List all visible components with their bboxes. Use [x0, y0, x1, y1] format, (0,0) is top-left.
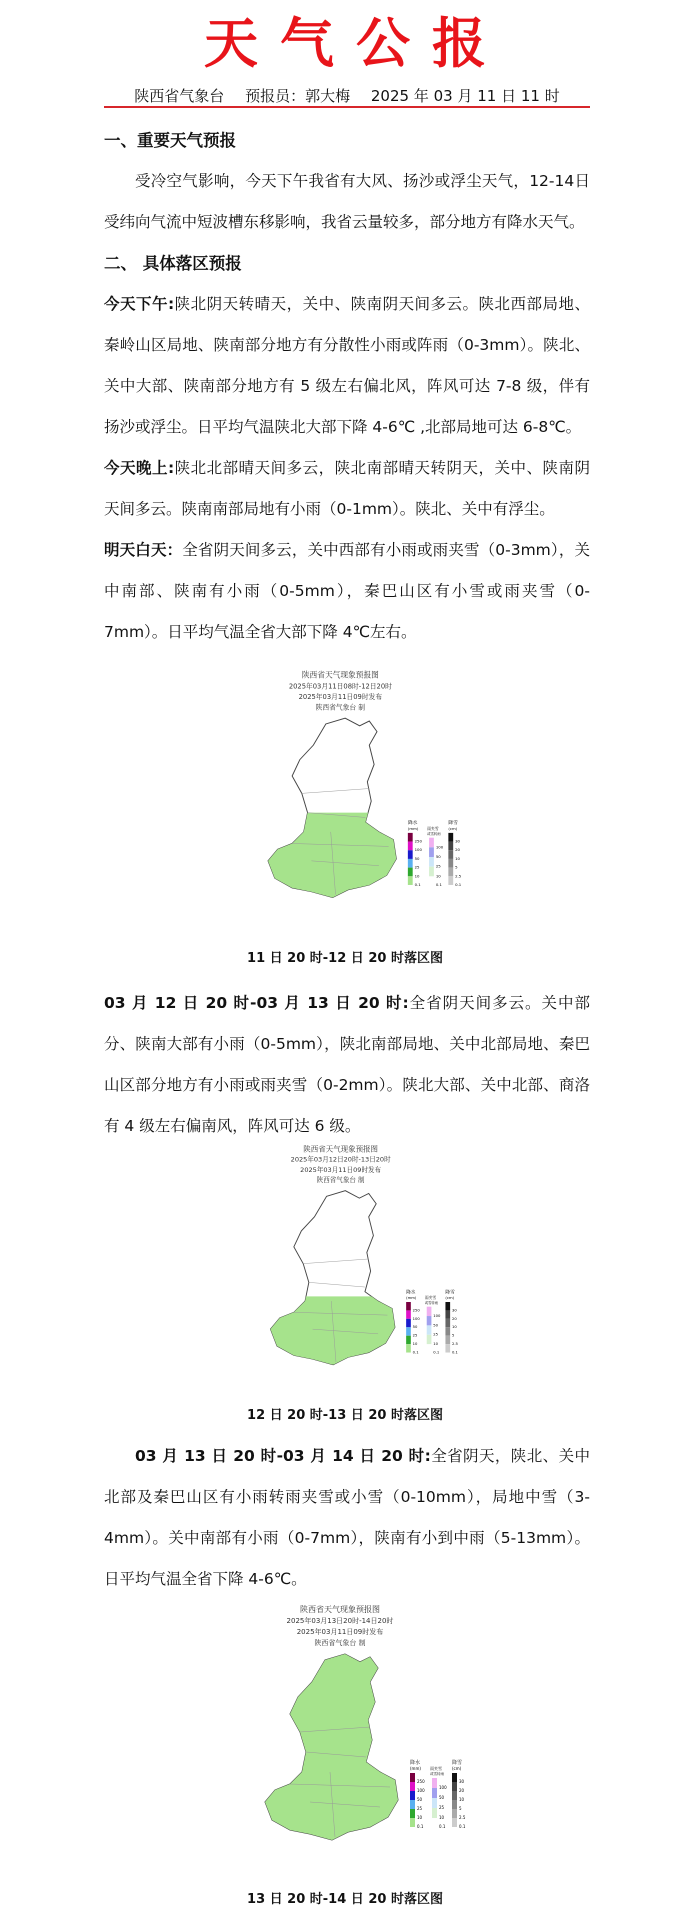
- legend-tick: 10: [417, 1815, 423, 1820]
- map-figure: [220, 668, 480, 938]
- legend-tick: 50: [412, 1325, 418, 1330]
- map-maker: 陕西省气象台 制: [316, 1176, 365, 1185]
- legend-swatch: [432, 1788, 437, 1798]
- legend-tick: 25: [414, 864, 420, 870]
- map-caption-1: 11 日 20 时-12 日 20 时落区图: [247, 951, 443, 966]
- legend-swatch: [445, 1344, 450, 1352]
- legend-tick: 10: [455, 855, 461, 861]
- legend-swatch: [445, 1310, 450, 1318]
- legend-swatch: [448, 850, 453, 859]
- legend-swatch: [408, 850, 413, 859]
- legend-swatch: [448, 868, 453, 877]
- legend-tick: 10: [435, 873, 441, 879]
- legend-swatch: [448, 833, 453, 842]
- forecast-map-2: [220, 1142, 480, 1404]
- legend-tick: 10: [459, 1797, 465, 1802]
- legend-tick: 0.1: [451, 1350, 458, 1355]
- map-period: 2025年03月13日20时-14日20时: [286, 1617, 394, 1625]
- legend-snow-scale: [445, 1302, 450, 1353]
- issue-time: 2025 年 03 月 11 日 11 时: [370, 87, 560, 105]
- legend-swatch: [448, 842, 453, 851]
- legend-tick: 50: [439, 1795, 445, 1800]
- legend-swatch: [410, 1800, 415, 1809]
- forecast-paragraph-3: [104, 1436, 590, 1600]
- map-title: 陕西省天气现象预报图: [301, 670, 379, 680]
- legend-tick: 25: [439, 1805, 445, 1810]
- legend-swatch: [406, 1302, 411, 1310]
- period-label: 03 月 13 日 20 时-03 月 14 日 20 时:: [135, 1447, 431, 1465]
- legend-swatch: [452, 1809, 457, 1818]
- map-legend: [406, 1289, 458, 1355]
- legend-swatch: [410, 1782, 415, 1791]
- legend-tick: 30: [455, 838, 461, 844]
- legend-tick: 20: [451, 1316, 457, 1321]
- period-label: 今天晚上:: [104, 459, 175, 477]
- legend-swatch: [432, 1778, 437, 1788]
- legend-tick: 50: [414, 855, 420, 861]
- period-text: 陕北北部晴天间多云，陕北南部晴天转阴天，关中、陕南阴天间多云。陕南南部局地有小雨（0-1mm）。陕北、关中有浮尘。: [104, 459, 590, 518]
- legend-tick: 250: [414, 838, 422, 844]
- legend-tick: 2.5: [459, 1815, 466, 1820]
- legend-snow-title: 降雪: [448, 821, 458, 827]
- legend-rain-title: 降水: [407, 821, 418, 827]
- legend-sleet-title: 雨夹雪: [430, 1766, 442, 1771]
- legend-tick: 0.1: [417, 1824, 424, 1829]
- legend-tick: 20: [459, 1788, 465, 1793]
- legend-tick: 2.5: [455, 873, 462, 879]
- forecast-map-1: [220, 668, 480, 938]
- legend-tick: 100: [414, 847, 422, 853]
- legend-tick: 2.5: [451, 1342, 458, 1347]
- legend-tick: 30: [451, 1308, 457, 1313]
- legend-rain-title: 降水: [406, 1290, 416, 1296]
- legend-swatch: [432, 1808, 437, 1818]
- legend-swatch: [410, 1809, 415, 1818]
- legend-swatch: [408, 876, 413, 885]
- forecast-tonight: [104, 448, 590, 530]
- legend-swatch: [427, 1325, 432, 1334]
- map-title: 陕西省天气现象预报图: [300, 1605, 380, 1614]
- legend-tick: 25: [412, 1333, 418, 1338]
- legend-snow-unit: (cm): [445, 1296, 455, 1301]
- legend-swatch: [452, 1782, 457, 1791]
- legend-snow-unit: (cm): [448, 826, 458, 831]
- legend-tick: 10: [451, 1325, 457, 1330]
- legend-snow-title: 降雪: [445, 1290, 455, 1296]
- period-label: 明天白天：: [104, 541, 183, 559]
- legend-swatch: [408, 833, 413, 842]
- legend-tick: 100: [439, 1785, 447, 1790]
- legend-snow-scale: [452, 1773, 457, 1827]
- legend-swatch: [445, 1336, 450, 1344]
- map-caption-2: 12 日 20 时-13 日 20 时落区图: [247, 1408, 443, 1423]
- agency: 陕西省气象台: [134, 87, 225, 105]
- map-issued: 2025年03月11日09时发布: [300, 1165, 382, 1174]
- legend-swatch: [452, 1773, 457, 1782]
- legend-swatch: [448, 859, 453, 868]
- legend-tick: 0.1: [435, 881, 442, 887]
- map-figure: [220, 1142, 480, 1404]
- section2-heading: 二、 具体落区预报: [104, 254, 242, 273]
- legend-tick: 30: [459, 1779, 465, 1784]
- legend-tick: 50: [435, 853, 441, 859]
- forecast-map-3: [220, 1596, 480, 1888]
- legend-tick: 5: [459, 1806, 462, 1811]
- legend-swatch: [452, 1791, 457, 1800]
- map-issued: 2025年03月11日09时发布: [298, 692, 383, 701]
- map-legend: [410, 1759, 466, 1829]
- legend-sleet-scale: [427, 1307, 432, 1344]
- legend-swatch: [429, 838, 434, 848]
- legend-sleet-subtitle: 或雪转雨: [424, 1300, 438, 1305]
- legend-swatch: [429, 857, 434, 867]
- period-text: 全省阴天间多云。关中部分、陕南大部有小雨（0-5mm），陕北南部局地、关中北部局地、秦巴山区部分地方有小雨或雨夹雪（0-2mm）。陕北大部、关中北部、商洛有 4 级左右偏南风，阵风可达 6 级。: [104, 994, 590, 1135]
- map-period: 2025年03月11日08时-12日20时: [288, 682, 392, 691]
- map-caption-3: 13 日 20 时-14 日 20 时落区图: [247, 1892, 443, 1907]
- legend-sleet-title: 雨夹雪: [424, 1296, 437, 1301]
- legend-swatch: [410, 1791, 415, 1800]
- legend-swatch: [448, 876, 453, 885]
- legend-tick: 100: [417, 1788, 425, 1793]
- map-maker: 陕西省气象台 制: [315, 703, 366, 712]
- map-legend: [408, 819, 462, 887]
- legend-swatch: [429, 867, 434, 877]
- legend-swatch: [410, 1773, 415, 1782]
- period-text: 全省阴天，陕北、关中北部及秦巴山区有小雨转雨夹雪或小雪（0-10mm），局地中雪（3-4mm）。关中南部有小雨（0-7mm），陕南有小到中雨（5-13mm）。日平均气温全省下降 4-6℃。: [104, 1447, 590, 1588]
- legend-tick: 0.1: [412, 1350, 419, 1355]
- legend-swatch: [452, 1818, 457, 1827]
- map-figure: [220, 1596, 480, 1888]
- legend-swatch: [406, 1319, 411, 1327]
- legend-rain-title: 降水: [410, 1760, 421, 1766]
- forecast-this-afternoon: [104, 284, 590, 448]
- legend-rain-scale: [406, 1302, 411, 1353]
- legend-swatch: [406, 1336, 411, 1344]
- main-content: [104, 120, 590, 653]
- map-issued: 2025年03月11日09时发布: [296, 1628, 384, 1636]
- period-label: 03 月 12 日 20 时-03 月 13 日 20 时:: [104, 994, 409, 1012]
- legend-tick: 10: [433, 1342, 439, 1347]
- forecast-paragraph-2: [104, 983, 590, 1147]
- legend-swatch: [452, 1800, 457, 1809]
- legend-sleet-title: 雨夹雪: [427, 826, 439, 831]
- legend-tick: 0.1: [414, 881, 421, 887]
- period-label: 今天下午:: [104, 295, 175, 313]
- legend-rain-scale: [408, 833, 413, 885]
- legend-tick: 250: [417, 1779, 425, 1784]
- legend-swatch: [427, 1307, 432, 1316]
- header-divider: [104, 106, 590, 108]
- legend-snow-scale: [448, 833, 453, 885]
- period-text: 陕北阴天转晴天，关中、陕南阴天间多云。陕北西部局地、秦岭山区局地、陕南部分地方有分散性小雨或阵雨（0-3mm）。陕北、关中大部、陕南部分地方有 5 级左右偏北风，阵风可达 7-8 级，伴有扬沙或浮尘。日平均气温陕北大部下降 4-6℃ ,北部局地可达 6-8℃。: [104, 295, 590, 436]
- legend-swatch: [445, 1302, 450, 1310]
- bulletin-header: [104, 86, 590, 106]
- legend-rain-unit: (mm): [407, 826, 419, 831]
- legend-sleet-scale: [432, 1778, 437, 1818]
- legend-tick: 50: [417, 1797, 423, 1802]
- legend-tick: 250: [412, 1308, 420, 1313]
- legend-tick: 25: [435, 863, 441, 869]
- legend-tick: 100: [435, 844, 444, 850]
- legend-swatch: [408, 868, 413, 877]
- legend-tick: 20: [455, 847, 461, 853]
- legend-sleet-scale: [429, 838, 434, 877]
- legend-swatch: [408, 859, 413, 868]
- section1-heading: 一、重要天气预报: [104, 131, 236, 150]
- legend-tick: 25: [433, 1332, 439, 1337]
- legend-swatch: [427, 1316, 432, 1325]
- legend-tick: 5: [455, 864, 458, 870]
- legend-swatch: [406, 1344, 411, 1352]
- legend-tick: 100: [433, 1313, 441, 1318]
- legend-tick: 10: [414, 873, 420, 879]
- legend-swatch: [410, 1818, 415, 1827]
- legend-swatch: [427, 1335, 432, 1344]
- legend-rain-unit: (mm): [410, 1766, 421, 1771]
- legend-tick: 100: [412, 1316, 420, 1321]
- map-period: 2025年03月12日20时-13日20时: [290, 1155, 391, 1164]
- legend-swatch: [445, 1327, 450, 1335]
- legend-tick: 5: [451, 1333, 455, 1338]
- legend-tick: 0.1: [459, 1824, 466, 1829]
- legend-swatch: [408, 842, 413, 851]
- map-title: 陕西省天气现象预报图: [303, 1144, 378, 1154]
- legend-swatch: [406, 1327, 411, 1335]
- forecast-tomorrow: [104, 530, 590, 653]
- legend-tick: 0.1: [455, 881, 462, 887]
- period-text: 全省阴天间多云，关中西部有小雨或雨夹雪（0-3mm），关中南部、陕南有小雨（0-5mm），秦巴山区有小雪或雨夹雪（0-7mm）。日平均气温全省大部下降 4℃左右。: [104, 541, 590, 641]
- map-maker: 陕西省气象台 制: [314, 1639, 366, 1647]
- legend-swatch: [445, 1319, 450, 1327]
- legend-tick: 0.1: [433, 1350, 440, 1355]
- legend-sleet-subtitle: 或雪转雨: [427, 831, 441, 836]
- legend-swatch: [406, 1310, 411, 1318]
- legend-tick: 10: [439, 1815, 445, 1820]
- legend-tick: 10: [412, 1342, 418, 1347]
- legend-tick: 50: [433, 1323, 439, 1328]
- legend-tick: 0.1: [439, 1824, 446, 1829]
- legend-rain-scale: [410, 1773, 415, 1827]
- section1-text: 受冷空气影响，今天下午我省有大风、扬沙或浮尘天气，12-14日受纬向气流中短波槽东移影响，我省云量较多，部分地方有降水天气。: [104, 172, 590, 231]
- legend-snow-unit: (cm): [452, 1766, 462, 1771]
- legend-snow-title: 降雪: [452, 1760, 463, 1766]
- forecaster: 预报员：郭大梅: [245, 87, 351, 105]
- legend-swatch: [429, 847, 434, 857]
- legend-sleet-subtitle: 或雪转雨: [430, 1772, 444, 1776]
- bulletin-title: 天气公报: [204, 11, 508, 75]
- legend-swatch: [432, 1798, 437, 1808]
- legend-rain-unit: (mm): [406, 1296, 417, 1301]
- legend-tick: 25: [417, 1806, 423, 1811]
